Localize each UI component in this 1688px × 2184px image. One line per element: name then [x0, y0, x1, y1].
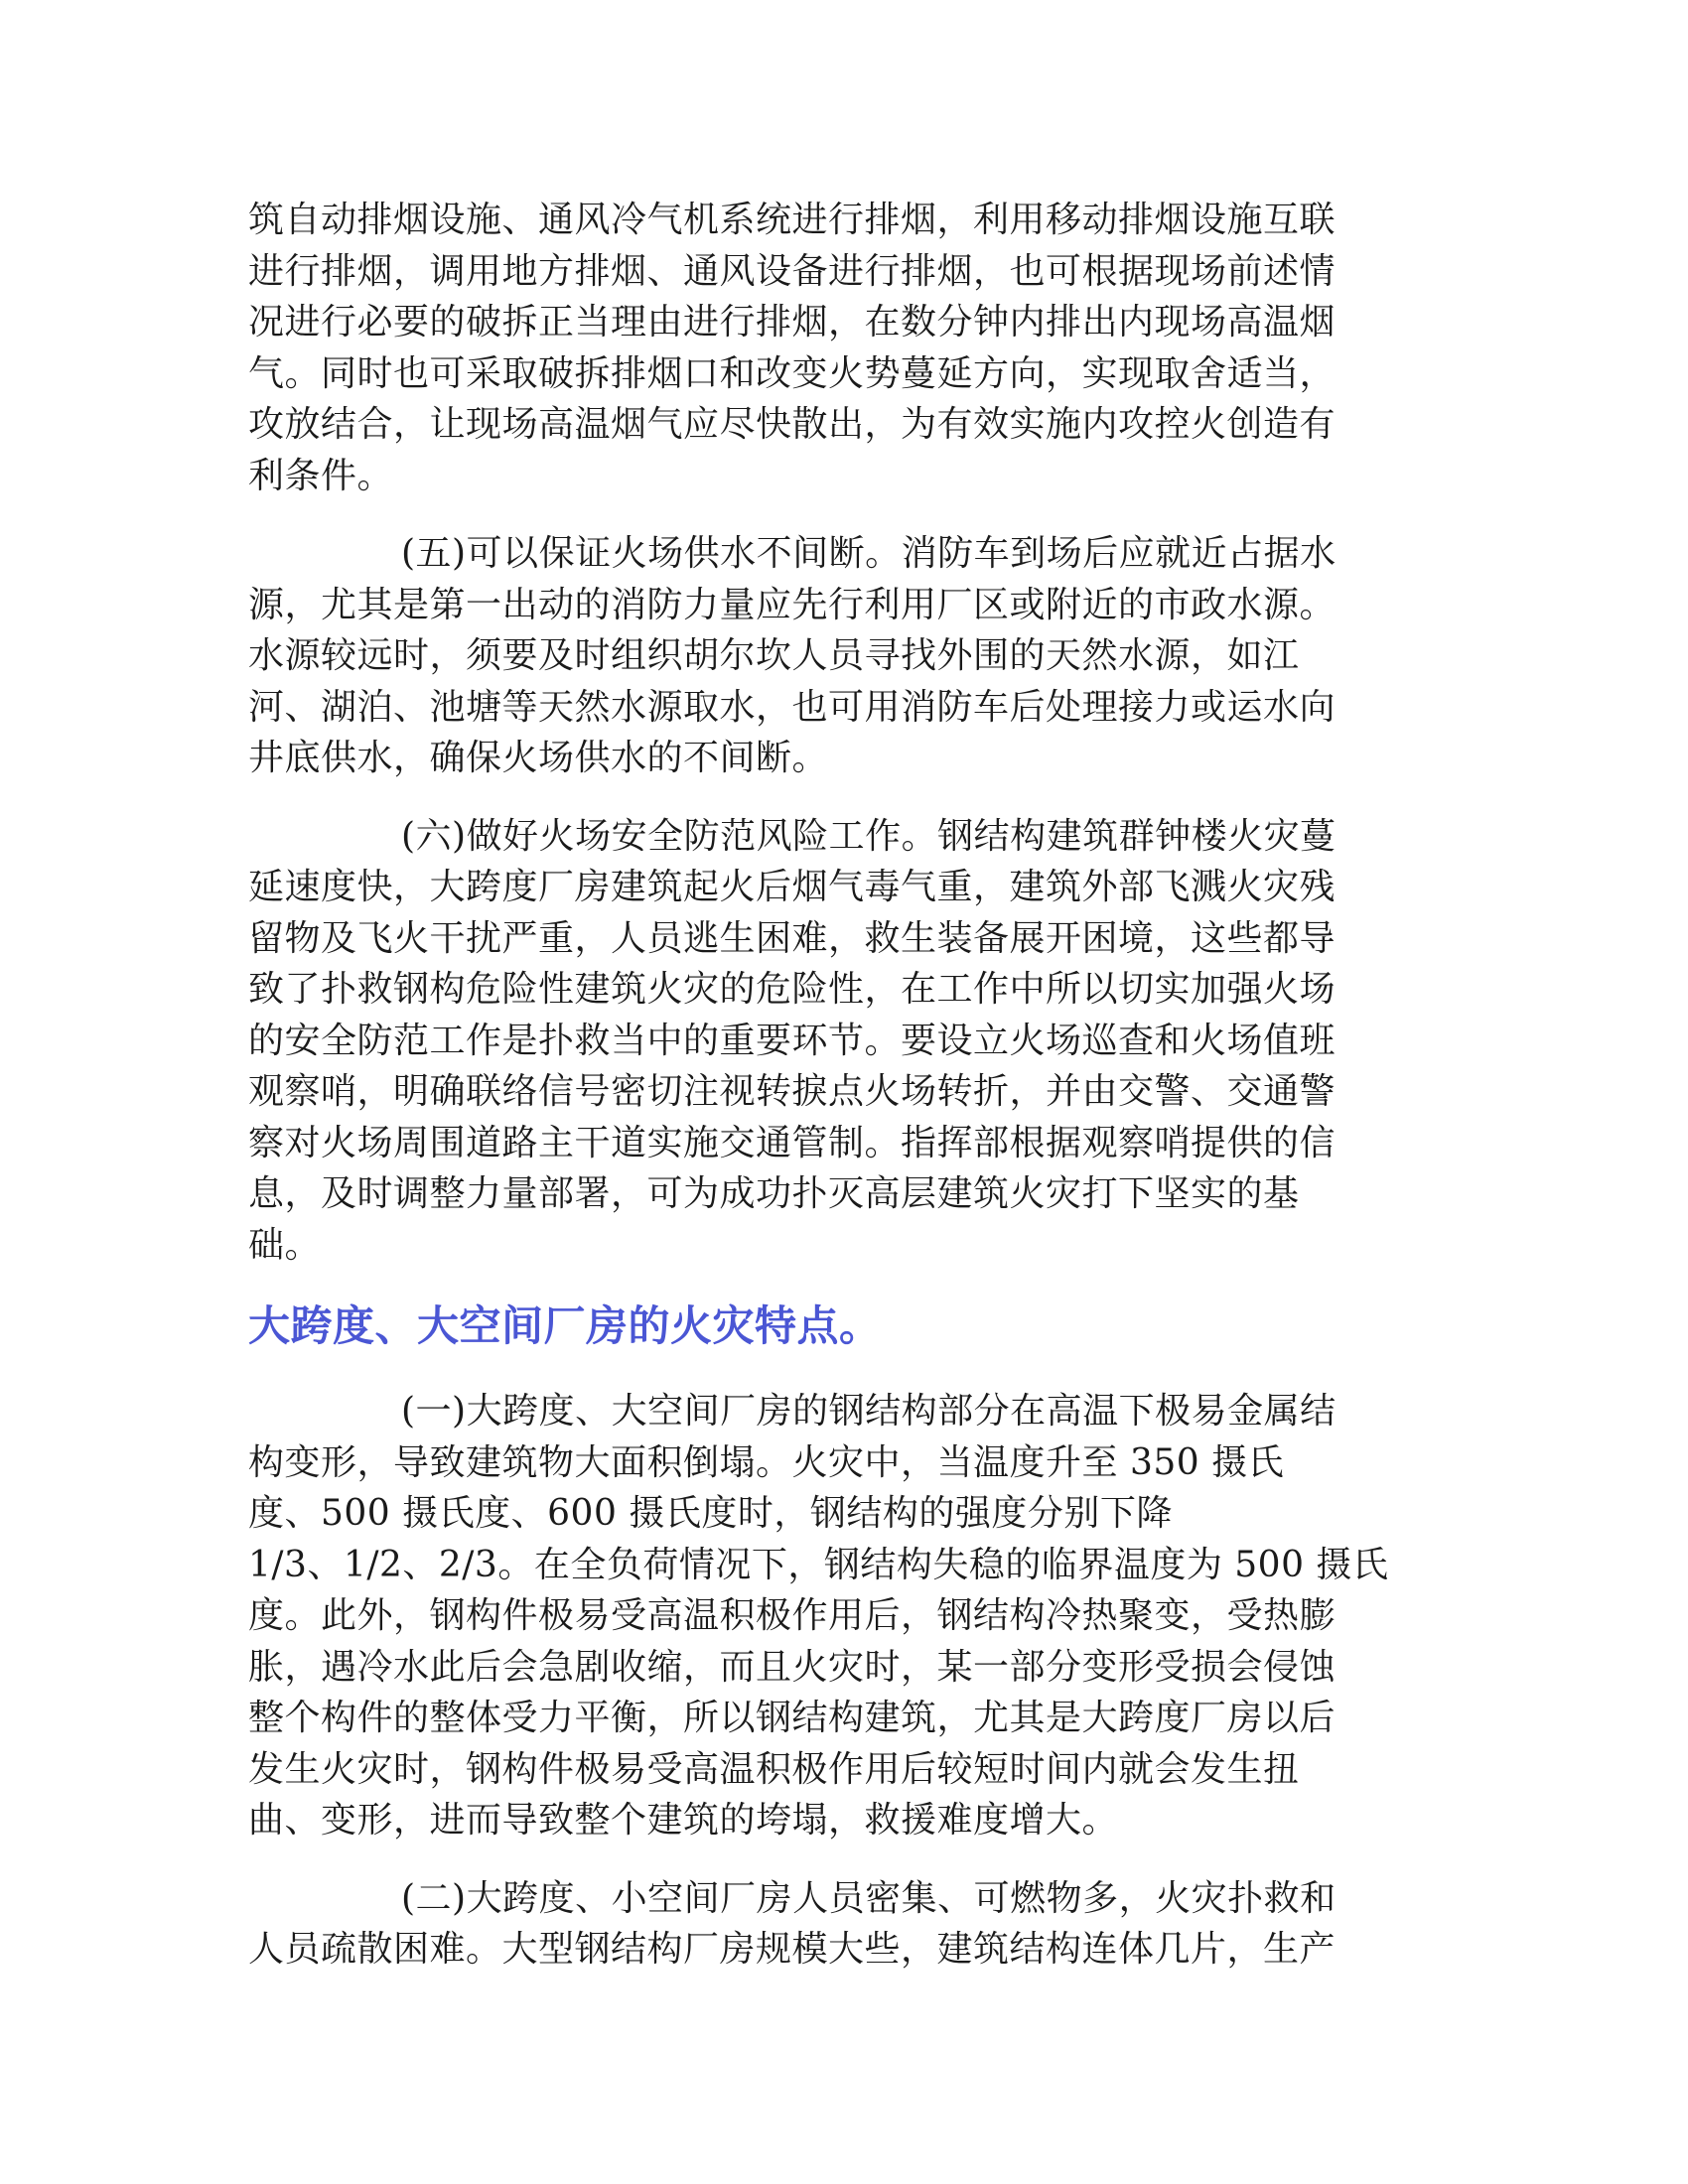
text-line: 础。	[248, 1224, 322, 1266]
text-line: (五)可以保证火场供水不间断。消防车到场后应就近占据水	[401, 533, 1336, 574]
document-body	[248, 195, 1450, 1976]
text-line: (一)大跨度、大空间厂房的钢结构部分在高温下极易金属结	[401, 1391, 1336, 1432]
text-line: 度、500 摄氏度、600 摄氏度时，钢结构的强度分别下降	[248, 1493, 1173, 1534]
text-line: 察对火场周围道路主干道实施交通管制。指挥部根据观察哨提供的信	[248, 1122, 1336, 1163]
text-line: 构变形，导致建筑物大面积倒塌。火灾中，当温度升至 350 摄氏	[248, 1441, 1285, 1483]
paragraph-smoke-exhaust	[248, 195, 1450, 501]
paragraph-crowding	[248, 1873, 1450, 1976]
text-line: (二)大跨度、小空间厂房人员密集、可燃物多，火灾扑救和	[401, 1877, 1336, 1919]
text-line: 胀，遇冷水此后会急剧收缩，而且火灾时，某一部分变形受损会侵蚀	[248, 1646, 1336, 1688]
text-line: 河、湖泊、池塘等天然水源取水，也可用消防车后处理接力或运水向	[248, 686, 1336, 728]
text-line: 进行排烟，调用地方排烟、通风设备进行排烟，也可根据现场前述情	[248, 250, 1336, 292]
text-line: 水源较远时，须要及时组织胡尔坎人员寻找外围的天然水源，如江	[248, 635, 1300, 676]
text-line: 息，及时调整力量部署，可为成功扑灭高层建筑火灾打下坚实的基	[248, 1173, 1300, 1214]
text-line: 度。此外，钢构件极易受高温积极作用后，钢结构冷热聚变，受热膨	[248, 1595, 1336, 1636]
text-line: 人员疏散困难。大型钢结构厂房规模大些，建筑结构连体几片，生产	[248, 1929, 1336, 1970]
text-line: 发生火灾时，钢构件极易受高温积极作用后较短时间内就会发生扭	[248, 1748, 1300, 1790]
paragraph-water-supply	[248, 528, 1450, 784]
text-line: 延速度快，大跨度厂房建筑起火后烟气毒气重，建筑外部飞溅火灾残	[248, 867, 1336, 907]
text-line: 曲、变形，进而导致整个建筑的垮塌，救援难度增大。	[248, 1800, 1119, 1841]
paragraph-steel-deformation	[248, 1386, 1450, 1846]
text-line: 观察哨，明确联络信号密切注视转捩点火场转折，并由交警、交通警	[248, 1071, 1336, 1112]
text-line: 利条件。	[248, 455, 394, 496]
text-line: (六)做好火场安全防范风险工作。钢结构建筑群钟楼火灾蔓	[401, 815, 1336, 857]
text-line: 留物及飞火干扰严重，人员逃生困难，救生装备展开困境，这些都导	[248, 917, 1336, 959]
text-line: 源，尤其是第一出动的消防力量应先行利用厂区或附近的市政水源。	[248, 584, 1336, 625]
text-line: 筑自动排烟设施、通风冷气机系统进行排烟，利用移动排烟设施互联	[248, 200, 1336, 240]
section-heading: 大跨度、大空间厂房的火灾特点。	[248, 1301, 882, 1350]
text-line: 况进行必要的破拆正当理由进行排烟，在数分钟内排出内现场高温烟	[248, 302, 1336, 342]
paragraph-safety	[248, 811, 1450, 1272]
text-line: 井底供水，确保火场供水的不间断。	[248, 738, 829, 778]
text-line: 的安全防范工作是扑救当中的重要环节。要设立火场巡查和火场值班	[248, 1020, 1336, 1061]
text-line: 致了扑救钢构危险性建筑火灾的危险性，在工作中所以切实加强火场	[248, 969, 1336, 1010]
text-line: 1/3、1/2、2/3。在全负荷情况下，钢结构失稳的临界温度为 500 摄氏	[248, 1544, 1389, 1585]
text-line: 攻放结合，让现场高温烟气应尽快散出，为有效实施内攻控火创造有	[248, 404, 1336, 445]
text-line: 气。同时也可采取破拆排烟口和改变火势蔓延方向，实现取舍适当，	[248, 352, 1336, 394]
text-line: 整个构件的整体受力平衡，所以钢结构建筑，尤其是大跨度厂房以后	[248, 1698, 1336, 1738]
